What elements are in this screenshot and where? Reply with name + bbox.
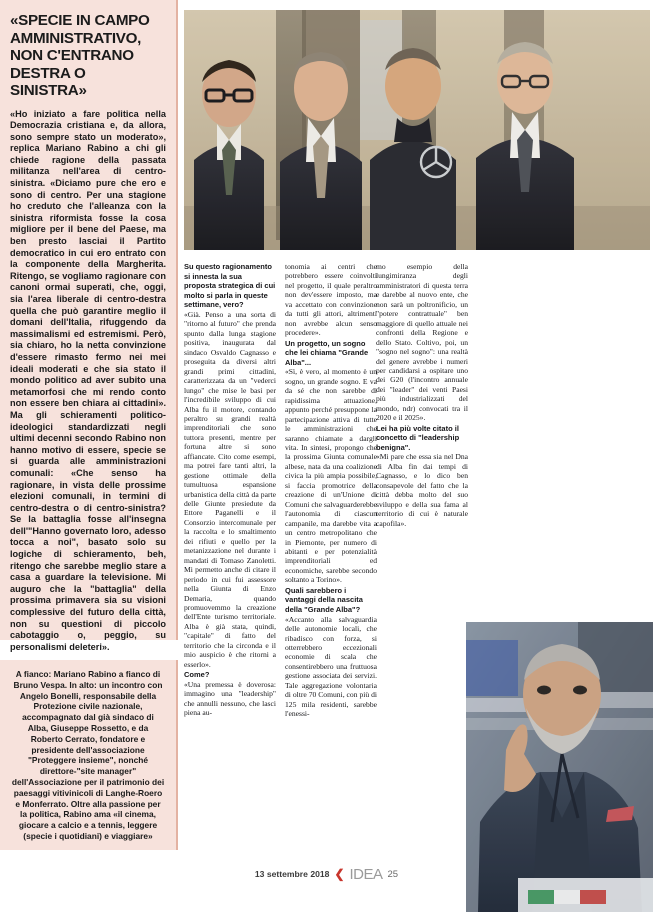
text-column-1	[184, 262, 276, 862]
column-subheading: Quali sarebbero i vantaggi della nascita della "Grande Alba"?	[285, 585, 363, 615]
column-lead-question: Su questo ragionamento si innesta la sua proposta strategica di cui molto si parla in queste settimane, vero?	[184, 262, 276, 310]
intro-text	[10, 109, 166, 654]
photo-caption-text: A fianco: Mariano Rabino a fianco di Bruno Vespa. In alto: un incontro con Angelo Bonelli, responsabile della Protezione civile nazionale, accompagnato dal già sindaco di Alba, Giuseppe Rossetto, e da Roberto Cerrato, fondatore e presidente dell'associazione "Proteggere insieme", nonché direttore-"site manager" dell'Associazione per il patrimonio dei paesaggi vitivinicoli di Langhe-Roero e Monferrato. Oltre alla passione per la politica, Rabino ama «il cinema, giocare a calcio e a tennis, leggere (specie i quotidiani) e viaggiare»	[11, 669, 165, 841]
masthead-logo: IDEA	[349, 865, 383, 883]
photo-caption-box	[0, 660, 176, 850]
column-paragraph: tonomia ai centri che potrebbero essere coinvolti nel progetto, il quale peraltro non dev'essere imposto, ma va accettato con convinzione da tutti gli attori, altrimenti non avrebbe alcun senso procedere».	[285, 262, 377, 338]
column-paragraph: «Mi pare che essa sia nel Dna di Alba fin dai tempi di Cagnasso, e lo dico ben consapevole del fatto che la città debba molto del suo sviluppo e della sua fama al territorio di cui è naturale capofila».	[376, 452, 468, 528]
column-subheading: Lei ha più volte citato il concetto di "leadership benigna".	[376, 423, 460, 452]
column-paragraph: «Sì, è vero, al momento è un sogno, un grande sogno. E va da sé che non sarebbe di rapidissima attuazione, appunto perché presuppone la partecipazione attiva di tutte le amministrazioni che saranno chiamate a dargli vita. In sintesi, propongo che la prossima Giunta comunale albese, nata da una coalizione civica la più ampia possibile, si faccia promotrice della creazione di un'Unione di Comuni che salvaguarderebbe l'autonomia di ciascun campanile, ma darebbe vita a un centro metropolitano che in Piemonte, per numero di abitanti e per potenzialità imprenditoriali ed economiche, sarebbe secondo soltanto a Torino».	[285, 367, 377, 585]
page-footer	[0, 862, 653, 886]
column-subheading: Un progetto, un sogno che lei chiama "Grande Alba"...	[285, 338, 369, 367]
column-paragraph: «Già. Penso a una sorta di "ritorno al futuro" che prenda spunto dalla lunga stagione positiva, inaugurata dal sindaco Osvaldo Cagnasso e proseguita da diversi altri grandi primi cittadini, caratterizzata da un "vederci lungo" che mise le basi per l'incredibile sviluppo di cui Alba fu il motore, contando peraltro su grandi realtà imprenditoriali che sono tuttora presenti, mentre per fortuna altre si sono affiancate. Cito come esempi, ma potrei fare tanti altri, la gestione ottimale della tumultuosa espansione urbanistica della città da parte delle Giunte presiedute da Ettore Paganelli e il Consorzio intercomunale per la raccolta e lo smaltimento dei rifiuti e quello per la metanizzazione nel durante i mandati di Tomaso Zanoletti. Mi permetto anche di citare il periodo in cui fui assessore nella Giunta di Enzo Demaria, quando promuovemmo la creazione dell'Ente turismo territoriale. Alba è già stata, quindi, "capitale" di fatto del territorio che la circonda e il mio auspicio è che ritorni a esserlo».	[184, 309, 276, 669]
column-paragraph: «Accanto alla salvaguardia delle autonomie locali, che ribadisco con forza, si otterrebbero eccezionali economie di scala che consentirebbero una fruttuosa gestione associata dei servizi. Tale aggregazione volontaria di oltre 70 Comuni, con più di 125 mila residenti, sarebbe l'enessi-	[285, 614, 377, 719]
text-column-2	[285, 262, 377, 862]
publication-date: 13 settembre 2018	[254, 869, 330, 879]
column-paragraph: «Una premessa è doverosa: immagino una "leadership" che annulli nessuno, che lasci piena au-	[184, 679, 276, 718]
column-subheading: Come?	[184, 670, 210, 680]
panel-divider-top	[176, 0, 178, 640]
chevron-left-icon: ❮	[334, 867, 345, 881]
page-title: «SPECIE IN CAMPO AMMINISTRATIVO, NON C'ENTRANO DESTRA O SINISTRA»	[10, 12, 150, 99]
column-paragraph: mo esempio della lungimiranza degli amministratori di questa terra e darebbe al nuovo ente, che non sarà un poltronificio, un "potere contrattuale" ben maggiore di quello attuale nei confronti della Regione e dello Stato. Coltivo, poi, un "sogno nel sogno": una realtà del genere avrebbe i numeri per candidarsi a ospitare uno dei G20 (l'incontro annuale dei "leader" dei venti Paesi più industrializzati del mondo, ndr) convocati tra il 2020 e il 2025».	[376, 262, 468, 423]
group-photo-illustration	[184, 10, 650, 250]
page-number: 25	[387, 868, 399, 880]
text-column-3	[376, 262, 468, 612]
text-column-4	[467, 262, 559, 612]
intro-paragraph: «Ho iniziato a fare politica nella Democrazia cristiana e, da allora, sono sempre stato un moderato», replica Mariano Rabino a chi gli chiede ragione della passata militanza nell'area di centro-sinistra. «Diciamo pure che ero e sono di centro. Per una stagione ho creduto che l'alleanza con la sinistra riformista fosse la cosa migliore per il bene del Paese, ma ben presto lasciai il Partito democratico in cui ero entrato con la componente della Margherita. Ritengo, se vogliamo ragionare con canoni ormai superati, che, oggi, sia l'area liberale di centro-destra quella che può garantire meglio il domani dell'Italia, rifuggendo da massimalismi ed estremismi. Però, sia chiaro, ho la netta convinzione d'essere rimasto fermo nei mei ideali moderati e che sia stato il mondo politico ad aver subito una metamorfosi che mi rendo conto non essere ben chiara ai cittadini». Ma gli schieramenti politico-ideologici standardizzati negli ultimi decenni secondo Rabino non hanno motivo di essere, specie se si guarda alle amministrazioni comunali: «Che senso ha ragionare, in vista delle prossime elezioni comunali, in termini di centro-destra o di centro-sinistra? Se la battaglia fosse all'insegna dell'"Hanno governato loro, adesso tocca a noi", basato solo su logiche di schieramento, beh, ritengo che sarebbe meglio stare a casa a guardare la televisione. Mi auguro che la "battaglia" della prossima primavera sia su visioni complessive del futuro della città, non su questioni di piccolo cabotaggio o, peggio, su personalismi deleteri».	[10, 108, 166, 652]
headline-panel	[0, 0, 176, 652]
group-photo-four-men	[184, 10, 650, 250]
panel-divider-bottom	[176, 660, 178, 850]
